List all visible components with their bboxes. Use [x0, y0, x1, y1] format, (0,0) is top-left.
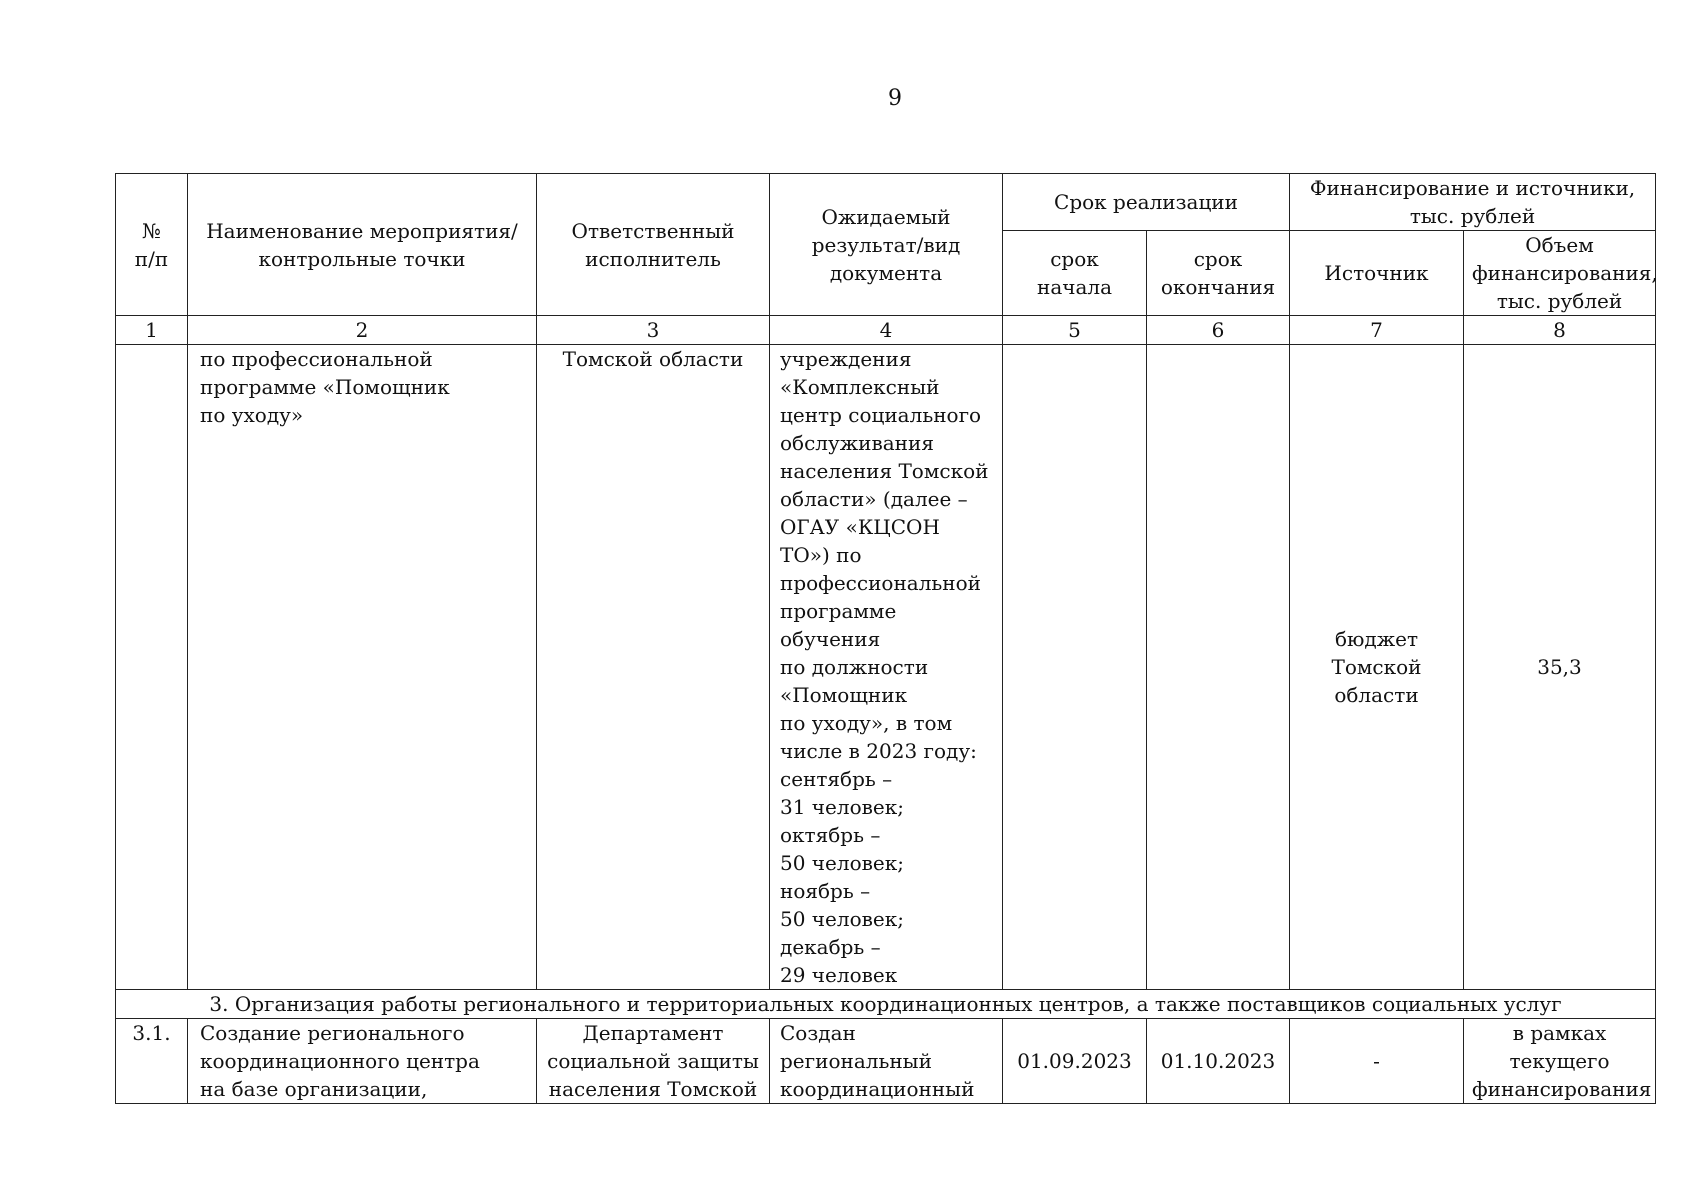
column-number-row: [116, 316, 1656, 345]
column-number: 6: [1147, 316, 1290, 345]
header-col-no: № п/п: [116, 174, 188, 316]
header-col-start: срок начала: [1003, 231, 1147, 316]
column-number: 5: [1003, 316, 1147, 345]
header-col-source: Источник: [1290, 231, 1464, 316]
column-number: 2: [188, 316, 537, 345]
header-col-amount: Объем финансирования, тыс. рублей: [1464, 231, 1656, 316]
cell-end: 01.10.2023: [1147, 1019, 1290, 1104]
column-number: 7: [1290, 316, 1464, 345]
cell-source: бюджет Томской области: [1290, 345, 1464, 990]
column-number: 4: [770, 316, 1003, 345]
cell-responsible: Департамент социальной защиты населения Томской: [537, 1019, 770, 1104]
cell-amount: в рамках текущего финансирования: [1464, 1019, 1656, 1104]
cell-source: -: [1290, 1019, 1464, 1104]
header-col-name: Наименование мероприятия/ контрольные точки: [188, 174, 537, 316]
table-row: [116, 1019, 1656, 1104]
column-number: 1: [116, 316, 188, 345]
cell-responsible: Томской области: [537, 345, 770, 990]
cell-name: Создание регионального координационного центра на базе организации,: [188, 1019, 537, 1104]
action-plan-table: [115, 173, 1656, 1104]
cell-start: 01.09.2023: [1003, 1019, 1147, 1104]
column-number: 3: [537, 316, 770, 345]
cell-amount: 35,3: [1464, 345, 1656, 990]
section-row: [116, 990, 1656, 1019]
cell-no: [116, 345, 188, 990]
cell-no: 3.1.: [116, 1019, 188, 1104]
header-col-result: Ожидаемый результат/вид документа: [770, 174, 1003, 316]
header-col-finance: Финансирование и источники, тыс. рублей: [1290, 174, 1656, 231]
header-col-period: Срок реализации: [1003, 174, 1290, 231]
table-row: [116, 345, 1656, 990]
header-col-responsible: Ответственный исполнитель: [537, 174, 770, 316]
header-col-end: срок окончания: [1147, 231, 1290, 316]
cell-end: [1147, 345, 1290, 990]
section-title: 3. Организация работы регионального и территориальных координационных центров, а также поставщиков социальных услуг: [116, 990, 1656, 1019]
cell-name: по профессиональной программе «Помощник по уходу»: [188, 345, 537, 990]
column-number: 8: [1464, 316, 1656, 345]
cell-result: учреждения «Комплексный центр социального обслуживания населения Томской области» (далее – ОГАУ «КЦСОН ТО») по профессиональной программе обучения по должности «Помощник по уходу», в том числе в 2023 году: сентябрь – 31 человек; октябрь – 50 человек; ноябрь – 50 человек; декабрь – 29 человек: [770, 345, 1003, 990]
page-number: 9: [888, 86, 902, 111]
cell-start: [1003, 345, 1147, 990]
cell-result: Создан региональный координационный: [770, 1019, 1003, 1104]
